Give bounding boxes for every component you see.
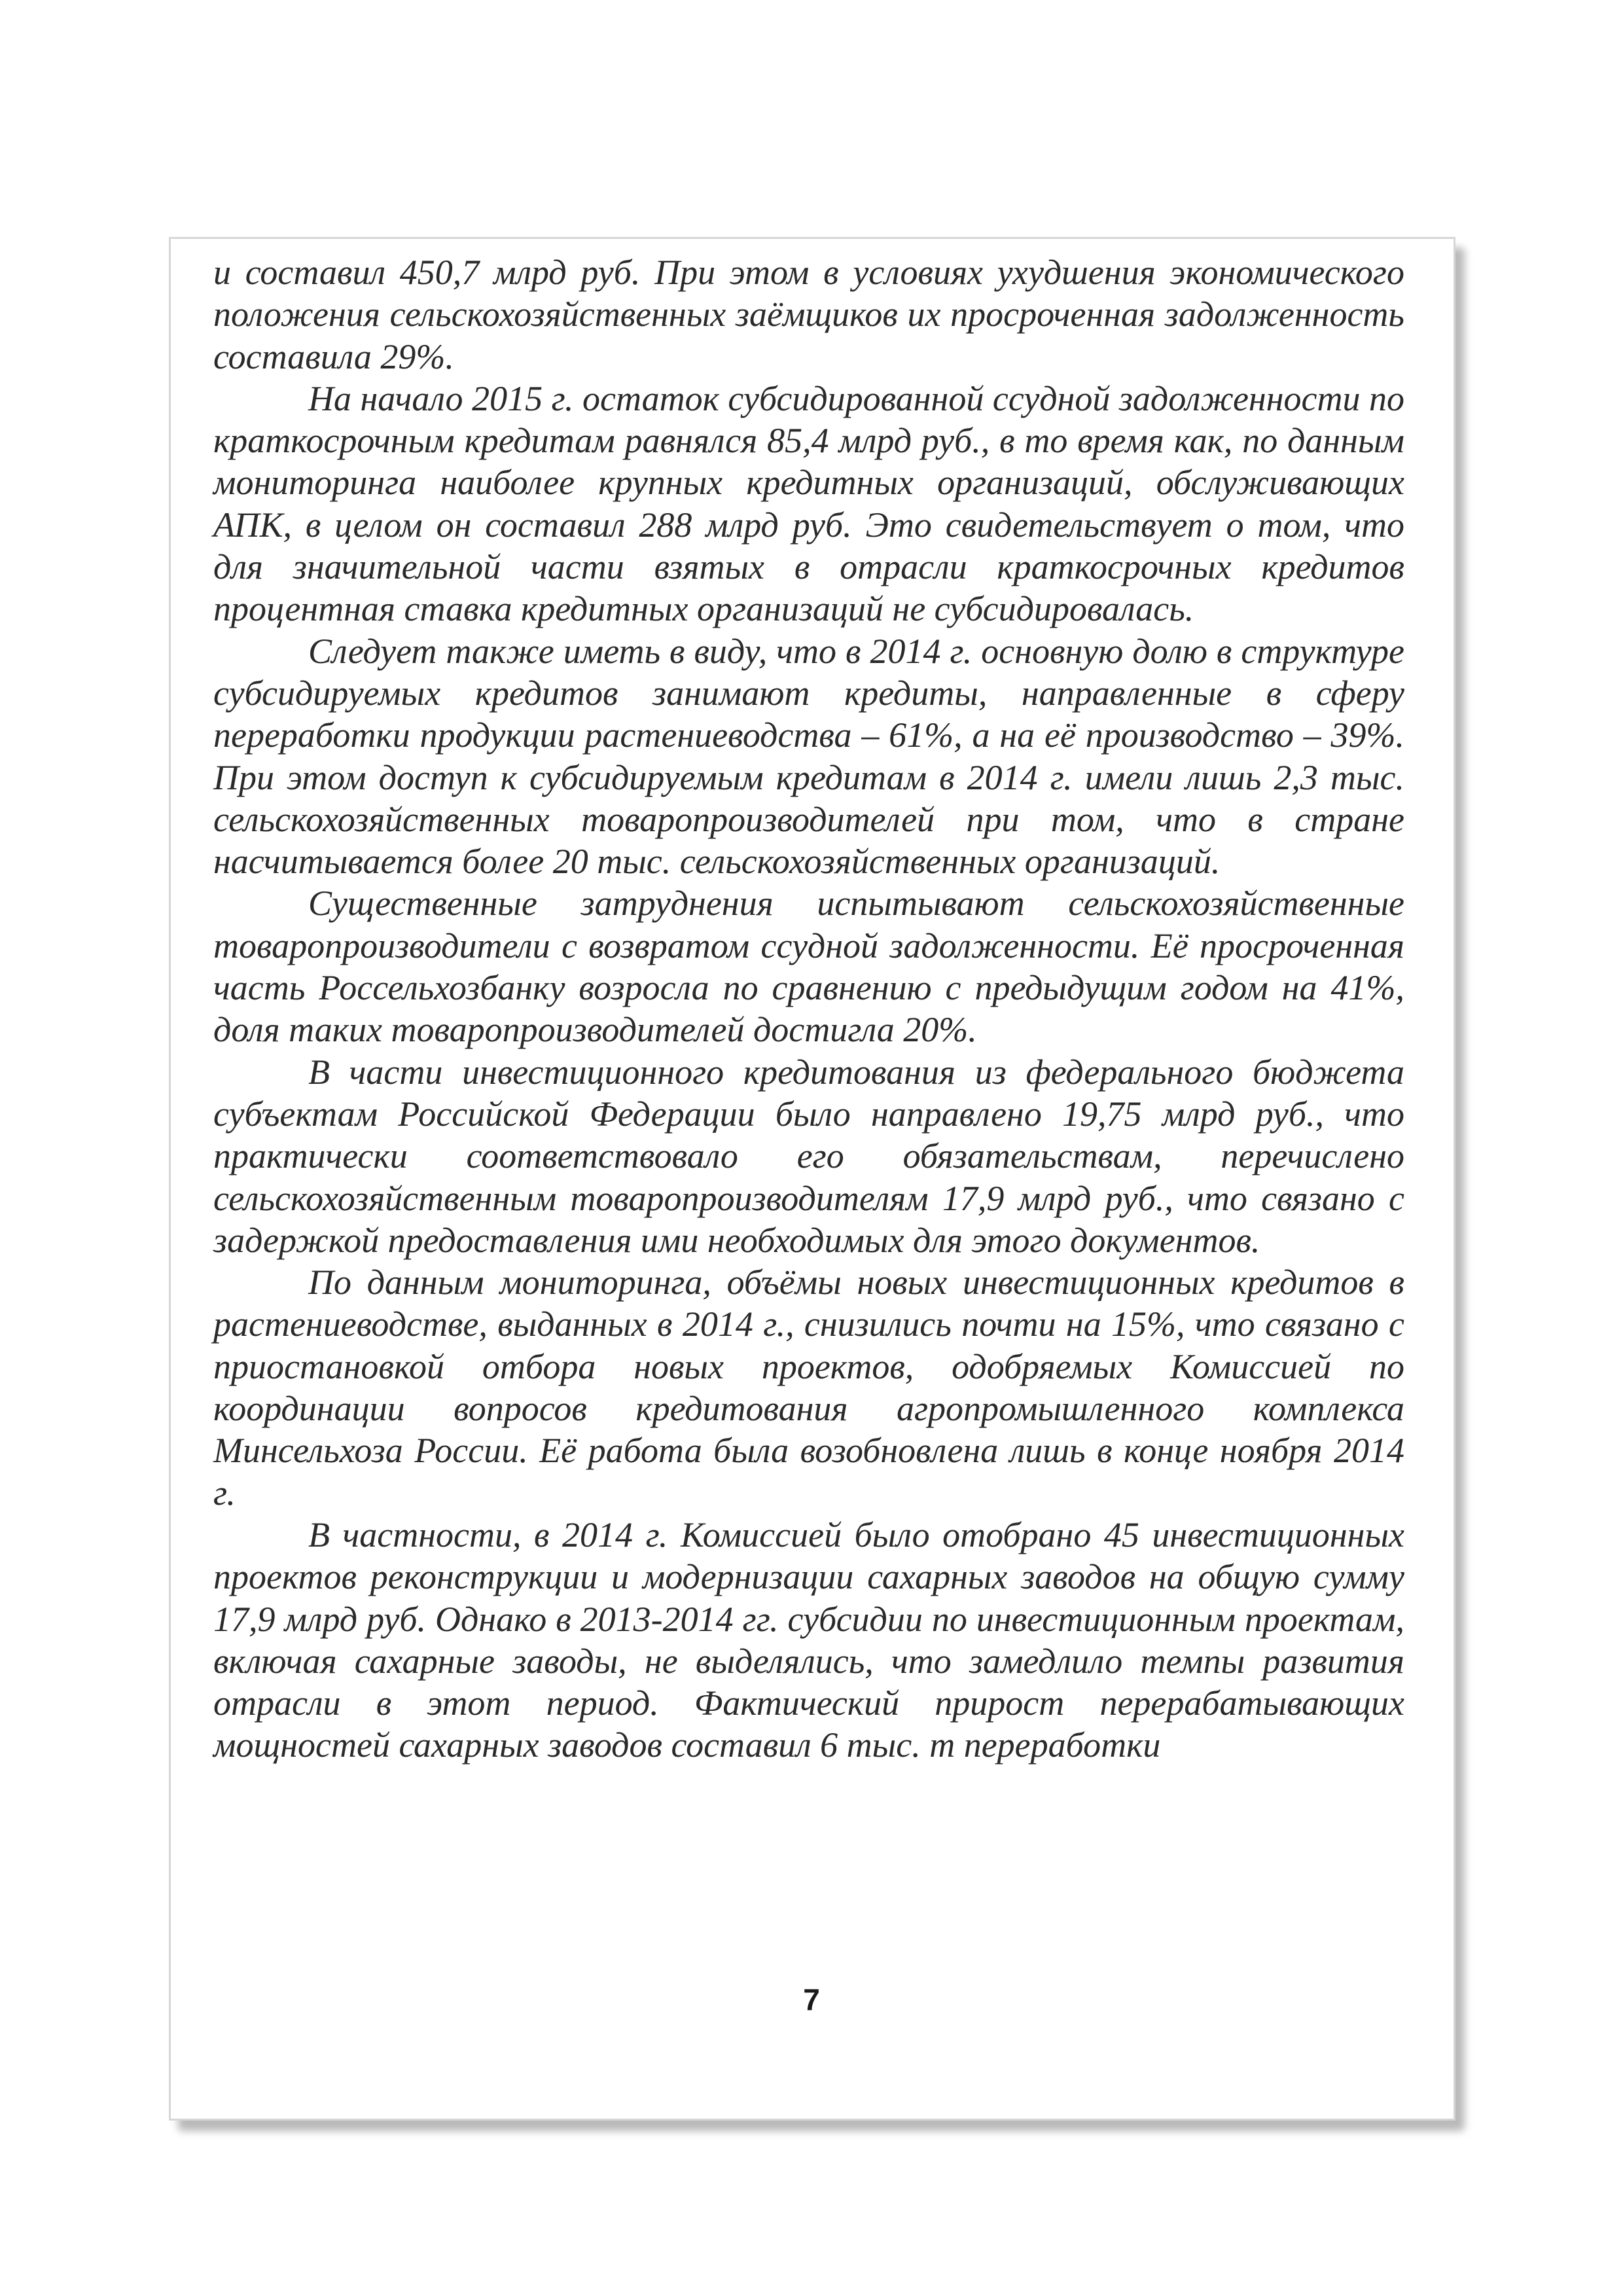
paragraph-4: Существенные затруднения испытывают сельскохозяйственные товаропроизводители с возвратом ссудной задолженности. Её просроченная часть Россельхозбанку возросла по сравнению с предыдущим годом на 41%, доля таких товаропроизводителей достигла 20%.	[213, 884, 1404, 1050]
paragraph-2: На начало 2015 г. остаток субсидированной ссудной задолженности по краткосрочным кредитам равнялся 85,4 млрд руб., в то время как, по данным мониторинга наиболее крупных кредитных организаций, обслуживающих АПК, в целом он составил 288 млрд руб. Это свидетельствует о том, что для значительной части взятых в отрасли краткосрочных кредитов процентная ставка кредитных организаций не субсидировалась.	[213, 378, 1404, 629]
paragraph-1: и составил 450,7 млрд руб. При этом в условиях ухудшения экономического положения сельскохозяйственных заёмщиков их просроченная задолженность составила 29%.	[213, 253, 1404, 376]
body-text	[213, 251, 1404, 1767]
paragraph-7: В частности, в 2014 г. Комиссией было отобрано 45 инвестиционных проектов реконструкции и модернизации сахарных заводов на общую сумму 17,9 млрд руб. Однако в 2013-2014 гг. субсидии по инвестиционным проектам, включая сахарные заводы, не выделялись, что замедлило темпы развития отрасли в этот период. Фактический прирост перерабатывающих мощностей сахарных заводов составил 6 тыс. т переработки	[213, 1515, 1404, 1765]
paragraph-6: По данным мониторинга, объёмы новых инвестиционных кредитов в растениеводстве, выданных в 2014 г., снизились почти на 15%, что связано с приостановкой отбора новых проектов, одобряемых Комиссией по координации вопросов кредитования агропромышленного комплекса Минсельхоза России. Её работа была возобновлена лишь в конце ноября 2014 г.	[213, 1263, 1404, 1513]
paragraph-5: В части инвестиционного кредитования из федерального бюджета субъектам Российской Федерации было направлено 19,75 млрд руб., что практически соответствовало его обязательствам, перечислено сельскохозяйственным товаропроизводителям 17,9 млрд руб., что связано с задержкой предоставления ими необходимых для этого документов.	[213, 1052, 1404, 1260]
page-number: 7	[803, 1982, 820, 2017]
paragraph-3: Следует также иметь в виду, что в 2014 г. основную долю в структуре субсидируемых кредитов занимают кредиты, направленные в сферу переработки продукции растениеводства – 61%, а на её производство – 39%. При этом доступ к субсидируемым кредитам в 2014 г. имели лишь 2,3 тыс. сельскохозяйственных товаропроизводителей при том, что в стране насчитывается более 20 тыс. сельскохозяйственных организаций.	[213, 631, 1404, 882]
